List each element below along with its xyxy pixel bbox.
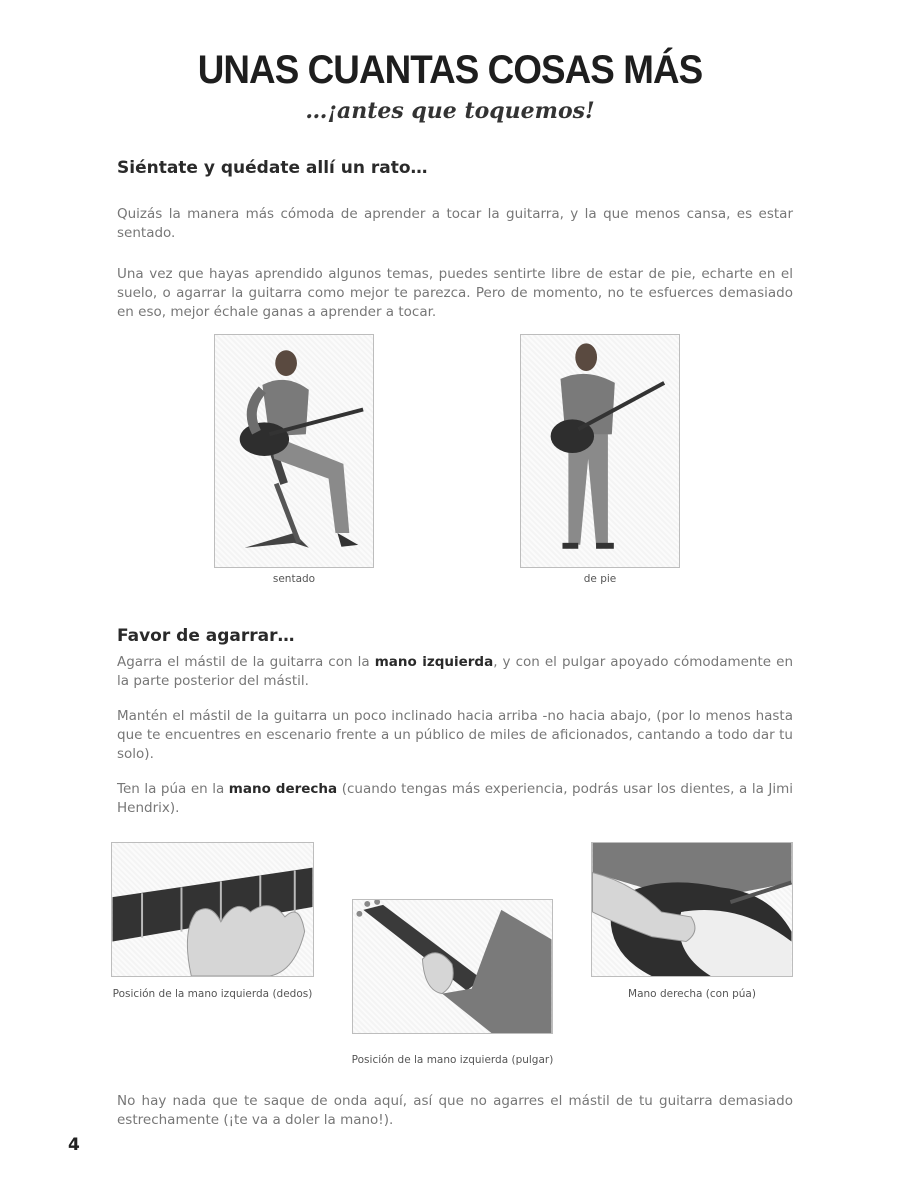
caption-left-hand-fingers: Posición de la mano izquierda (dedos): [112, 988, 313, 1000]
section-heading-hold: Favor de agarrar…: [117, 626, 295, 646]
photo-left-hand-thumb: [352, 899, 553, 1034]
paragraph-sit-2: Una vez que hayas aprendido algunos temas, puedes sentirte libre de estar de pie, echarte en el suelo, o agarrar la guitarra como mejor te parezca. Pero de momento, no te esfuerces demasiado en eso, mejor échale ganas a aprender a tocar.: [117, 266, 793, 320]
caption-left-hand-thumb: Posición de la mano izquierda (pulgar): [351, 1054, 554, 1066]
photo-right-hand-pick: [591, 842, 793, 977]
section-heading-sit: Siéntate y quédate allí un rato…: [117, 158, 428, 178]
caption-right-hand-pick: Mano derecha (con púa): [628, 988, 756, 1000]
paragraph-hold-3: Ten la púa en la mano derecha (cuando tengas más experiencia, podrás usar los dientes, a la Jimi Hendrix).: [117, 781, 794, 816]
paragraph-hold-1: Agarra el mástil de la guitarra con la mano izquierda, y con el pulgar apoyado cómodamente en la parte posterior del mástil.: [117, 654, 793, 689]
photo-left-hand-fingers: [111, 842, 314, 977]
paragraph-hold-4: No hay nada que te saque de onda aquí, así que no agarres el mástil de tu guitarra demasiado estrechamente (¡te va a doler la mano!).: [117, 1093, 793, 1128]
page-number: 4: [68, 1135, 80, 1155]
caption-sitting: sentado: [272, 573, 316, 585]
paragraph-hold-2: Mantén el mástil de la guitarra un poco inclinado hacia arriba -no hacia abajo, (por lo menos hasta que te encuentres en escenario frente a un público de miles de aficionados, cantando a todo dar tu solo).: [117, 708, 793, 762]
bold-right-hand: mano derecha: [228, 781, 338, 797]
bold-left-hand: mano izquierda: [374, 654, 494, 670]
photo-sitting: [214, 334, 374, 568]
caption-standing: de pie: [583, 573, 617, 585]
page-title: UNAS CUANTAS COSAS MÁS: [197, 48, 703, 92]
photo-standing: [520, 334, 680, 568]
page-subtitle: …¡antes que toquemos!: [305, 98, 595, 124]
paragraph-sit-1: Quizás la manera más cómoda de aprender a tocar la guitarra, y la que menos cansa, es estar sentado.: [117, 206, 793, 241]
